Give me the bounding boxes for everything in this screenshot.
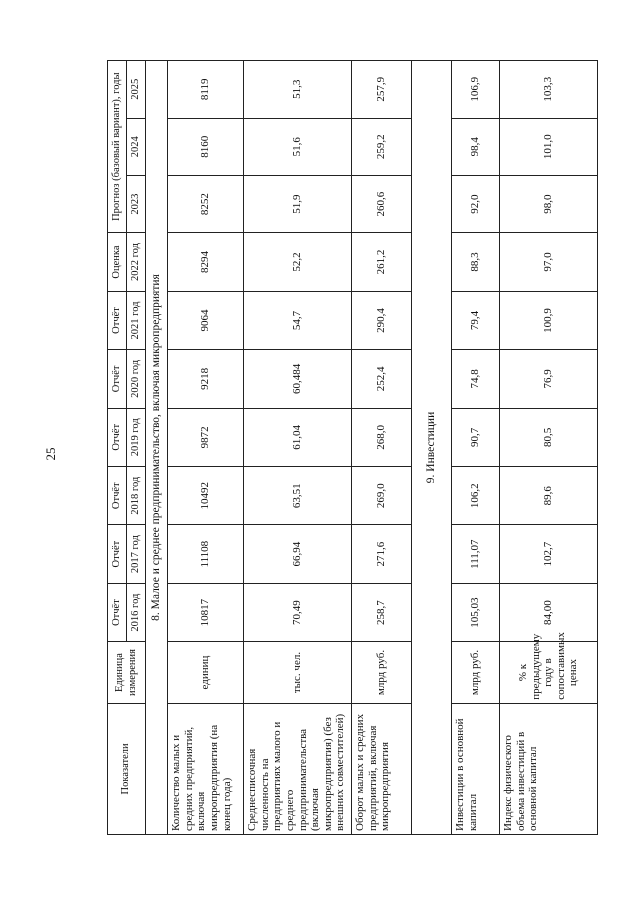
page-number: 25 xyxy=(43,447,58,461)
cell-value: 271,6 xyxy=(352,525,412,583)
table-container xyxy=(107,60,587,835)
header-indicator: Показатели xyxy=(108,703,146,834)
cell-value: 258,7 xyxy=(352,583,412,641)
table-row xyxy=(500,61,598,835)
cell-value: 106,2 xyxy=(452,467,500,525)
header-forecast-group: Прогноз (базовый вариант), годы xyxy=(108,61,127,233)
section-row xyxy=(412,61,452,835)
cell-value: 52,2 xyxy=(244,233,352,291)
header-unit: Единица измерения xyxy=(108,642,146,704)
cell-value: 111,07 xyxy=(452,525,500,583)
row-indicator: Оборот малых и средних предприятий, включая микропредприятия xyxy=(352,703,412,834)
cell-value: 66,94 xyxy=(244,525,352,583)
header-year-line2: 2020 год xyxy=(127,350,146,408)
table-row xyxy=(168,61,244,835)
cell-value: 9064 xyxy=(168,291,244,349)
header-year-line2: 2018 год xyxy=(127,467,146,525)
table-row xyxy=(352,61,412,835)
section-title: 8. Малое и среднее предпринимательство, включая микропредприятия xyxy=(146,61,168,835)
header-year-line2: 2019 год xyxy=(127,408,146,466)
cell-value: 98,0 xyxy=(500,175,598,232)
section-title: 9. Инвестиции xyxy=(412,61,452,835)
header-row-1 xyxy=(108,61,127,835)
header-year-line1: Отчёт xyxy=(108,291,127,349)
row-indicator: Инвестиции в основной капитал xyxy=(452,703,500,834)
cell-value: 60,484 xyxy=(244,350,352,408)
cell-value: 8294 xyxy=(168,233,244,291)
cell-value: 260,6 xyxy=(352,175,412,232)
cell-value: 10492 xyxy=(168,467,244,525)
cell-value: 259,2 xyxy=(352,118,412,175)
cell-value: 84,00 xyxy=(500,583,598,641)
cell-value: 9872 xyxy=(168,408,244,466)
cell-value: 79,4 xyxy=(452,291,500,349)
cell-value: 51,3 xyxy=(244,61,352,119)
header-year-line1: Оценка xyxy=(108,233,127,291)
cell-value: 54,7 xyxy=(244,291,352,349)
cell-value: 261,2 xyxy=(352,233,412,291)
row-unit: единиц xyxy=(168,642,244,704)
cell-value: 51,9 xyxy=(244,175,352,232)
header-year-line1: Отчёт xyxy=(108,467,127,525)
cell-value: 100,9 xyxy=(500,291,598,349)
header-year-line2: 2017 год xyxy=(127,525,146,583)
cell-value: 90,7 xyxy=(452,408,500,466)
cell-value: 8160 xyxy=(168,118,244,175)
header-year-line2: 2022 год xyxy=(127,233,146,291)
cell-value: 61,04 xyxy=(244,408,352,466)
row-indicator: Среднесписочная численность на предприятиях малого и среднего предпринимательства (включая микропредприятия) (без внешних совместителей) xyxy=(244,703,352,834)
cell-value: 63,51 xyxy=(244,467,352,525)
cell-value: 88,3 xyxy=(452,233,500,291)
row-unit: млрд руб. xyxy=(452,642,500,704)
row-indicator: Индекс физического объема инвестиций в основной капитал xyxy=(500,703,598,834)
header-forecast-year: 2025 xyxy=(127,61,146,119)
cell-value: 103,3 xyxy=(500,61,598,119)
cell-value: 268,0 xyxy=(352,408,412,466)
header-year-line2: 2016 год xyxy=(127,583,146,641)
cell-value: 80,5 xyxy=(500,408,598,466)
indicators-table xyxy=(107,60,598,835)
cell-value: 51,6 xyxy=(244,118,352,175)
cell-value: 290,4 xyxy=(352,291,412,349)
cell-value: 74,8 xyxy=(452,350,500,408)
section-row xyxy=(146,61,168,835)
cell-value: 98,4 xyxy=(452,118,500,175)
cell-value: 70,49 xyxy=(244,583,352,641)
header-year-line1: Отчёт xyxy=(108,583,127,641)
row-unit: тыс. чел. xyxy=(244,642,352,704)
cell-value: 252,4 xyxy=(352,350,412,408)
cell-value: 101,0 xyxy=(500,118,598,175)
cell-value: 97,0 xyxy=(500,233,598,291)
row-indicator: Количество малых и средних предприятий, включая микропредприятия (на конец года) xyxy=(168,703,244,834)
header-year-line1: Отчёт xyxy=(108,350,127,408)
cell-value: 11108 xyxy=(168,525,244,583)
cell-value: 9218 xyxy=(168,350,244,408)
cell-value: 89,6 xyxy=(500,467,598,525)
cell-value: 10817 xyxy=(168,583,244,641)
header-year-line1: Отчёт xyxy=(108,525,127,583)
row-unit: млрд руб. xyxy=(352,642,412,704)
table-row xyxy=(244,61,352,835)
header-forecast-year: 2024 xyxy=(127,118,146,175)
header-year-line2: 2021 год xyxy=(127,291,146,349)
table-row xyxy=(452,61,500,835)
row-unit: % к предыдущему году в сопоставимых ценах xyxy=(500,642,598,704)
cell-value: 106,9 xyxy=(452,61,500,119)
cell-value: 92,0 xyxy=(452,175,500,232)
cell-value: 8119 xyxy=(168,61,244,119)
cell-value: 257,9 xyxy=(352,61,412,119)
cell-value: 269,0 xyxy=(352,467,412,525)
cell-value: 8252 xyxy=(168,175,244,232)
rotated-table-wrapper xyxy=(107,60,587,835)
cell-value: 76,9 xyxy=(500,350,598,408)
header-year-line1: Отчёт xyxy=(108,408,127,466)
cell-value: 105,03 xyxy=(452,583,500,641)
cell-value: 102,7 xyxy=(500,525,598,583)
header-forecast-year: 2023 xyxy=(127,175,146,232)
